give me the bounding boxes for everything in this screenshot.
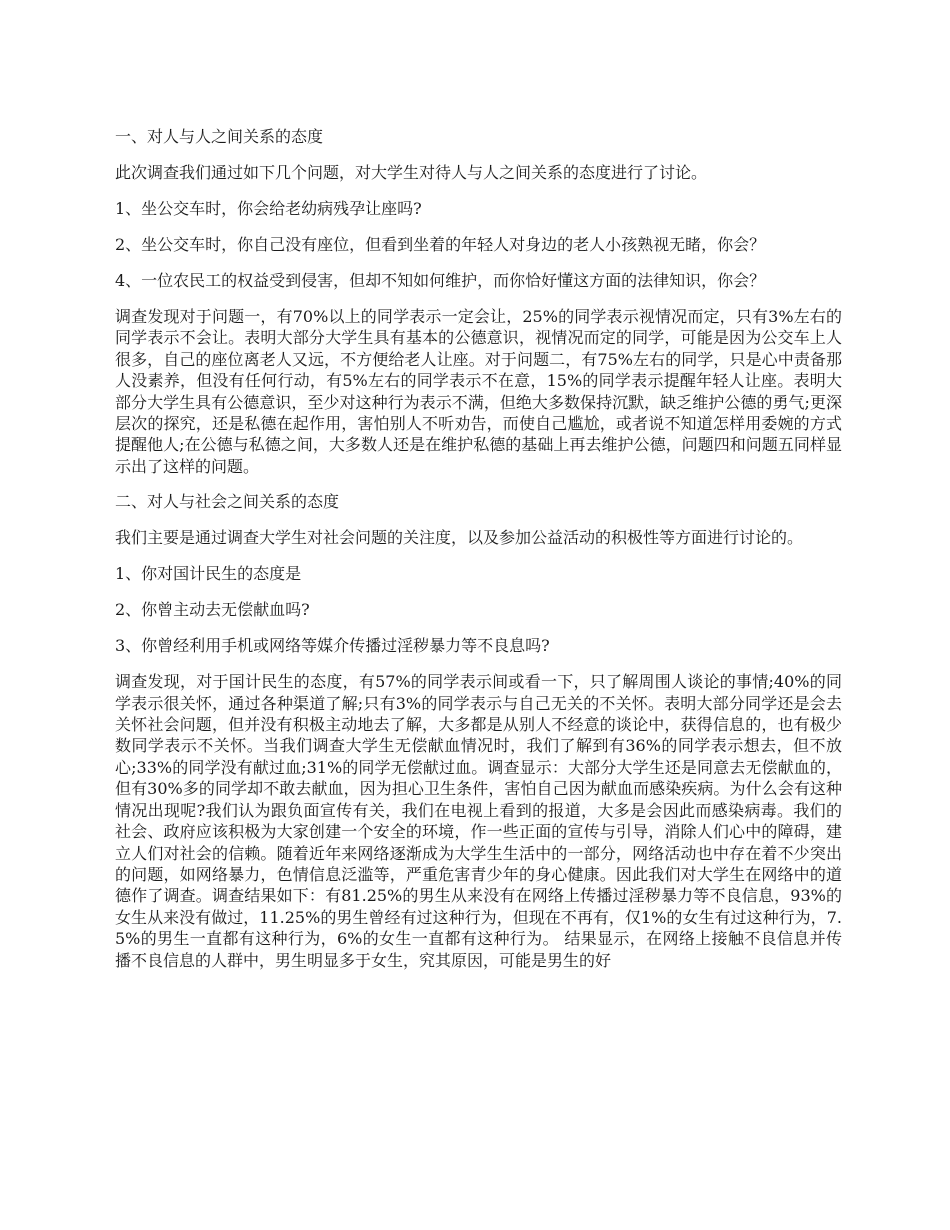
section1-intro: 此次调查我们通过如下几个问题，对大学生对待人与人之间关系的态度进行了讨论。 [115, 163, 708, 182]
section2-findings: 调查发现，对于国计民生的态度，有57%的同学表示间或看一下，只了解周围人谈论的事情;40%的同学表示很关怀，通过各种渠道了解;只有3%的同学表示与自己无关的不关怀。表明大部分同学还是会去关怀社会问题，但并没有积极主动地去了解，大多都是从别人不经意的谈论中，获得信息的，也有极少数同学表示不关怀。当我们调查大学生无偿献血情况时，我们了解到有36%的同学表示想去，但不放心;33%的同学没有献过血;31%的同学无偿献过血。调查显示：大部分大学生还是同意去无偿献血的，但有30%多的同学却不敢去献血，因为担心卫生条件，害怕自己因为献血而感染疾病。为什么会有这种情况出现呢?我们认为跟负面宣传有关，我们在电视上看到的报道，大多是会因此而感染病毒。我们的社会、政府应该积极为大家创建一个安全的环境，作一些正面的宣传与引导，消除人们心中的障碍，建立人们对社会的信赖。随着近年来网络逐渐成为大学生生活中的一部分，网络活动也中存在着不少突出的问题，如网络暴力，色情信息泛滥等，严重危害青少年的身心健康。因此我们对大学生在网络中的道德作了调查。调查结果如下：有81.25%的男生从来没有在网络上传播过淫秽暴力等不良信息，93%的女生从来没有做过，11.25%的男生曾经有过这种行为，但现在不再有，仅1%的女生有过这种行为，7.5%的男生一直都有这种行为，6%的女生一直都有这种行为。 结果显示，在网络上接触不良信息并传播不良信息的人群中，男生明显多于女生，究其原因，可能是男生的好 [115, 672, 842, 970]
section1-question-4: 4、一位农民工的权益受到侵害，但却不知如何维护，而你恰好懂这方面的法律知识，你会？ [115, 271, 766, 290]
section2-question-3: 3、你曾经利用手机或网络等媒介传播过淫秽暴力等不良息吗? [115, 636, 550, 656]
section2-question-2: 2、你曾主动去无偿献血吗? [115, 600, 310, 620]
section1-heading: 一、对人与人之间关系的态度 [115, 127, 324, 146]
section1-question-1: 1、坐公交车时，你会给老幼病残孕让座吗? [115, 199, 422, 218]
section2-intro: 我们主要是通过调查大学生对社会问题的关注度，以及参加公益活动的积极性等方面进行讨论的。 [115, 528, 804, 548]
document-page [115, 126, 842, 985]
section1-findings: 调查发现对于问题一，有70%以上的同学表示一定会让，25%的同学表示视情况而定，只有3%左右的同学表示不会让。表明大部分大学生具有基本的公德意识，视情况而定的同学，可能是因为公交车上人很多，自己的座位离老人又远，不方便给老人让座。对于问题二，有75%左右的同学，只是心中责备那人没素养，但没有任何行动，有5%左右的同学表示不在意，15%的同学表示提醒年轻人让座。表明大部分大学生具有公德意识，至少对这种行为表示不满，但绝大多数保持沉默，缺乏维护公德的勇气;更深层次的探究，还是私德在起作用，害怕别人不听劝告，而使自己尴尬，或者说不知道怎样用委婉的方式提醒他人;在公德与私德之间，大多数人还是在维护私德的基础上再去维护公德，问题四和问题五同样显示出了这样的问题。 [115, 307, 842, 476]
section1-question-2: 2、坐公交车时，你自己没有座位，但看到坐着的年轻人对身边的老人小孩熟视无睹，你会？ [115, 235, 766, 254]
section2-question-1: 1、你对国计民生的态度是 [115, 564, 302, 584]
section2-heading: 二、对人与社会之间关系的态度 [115, 492, 340, 512]
